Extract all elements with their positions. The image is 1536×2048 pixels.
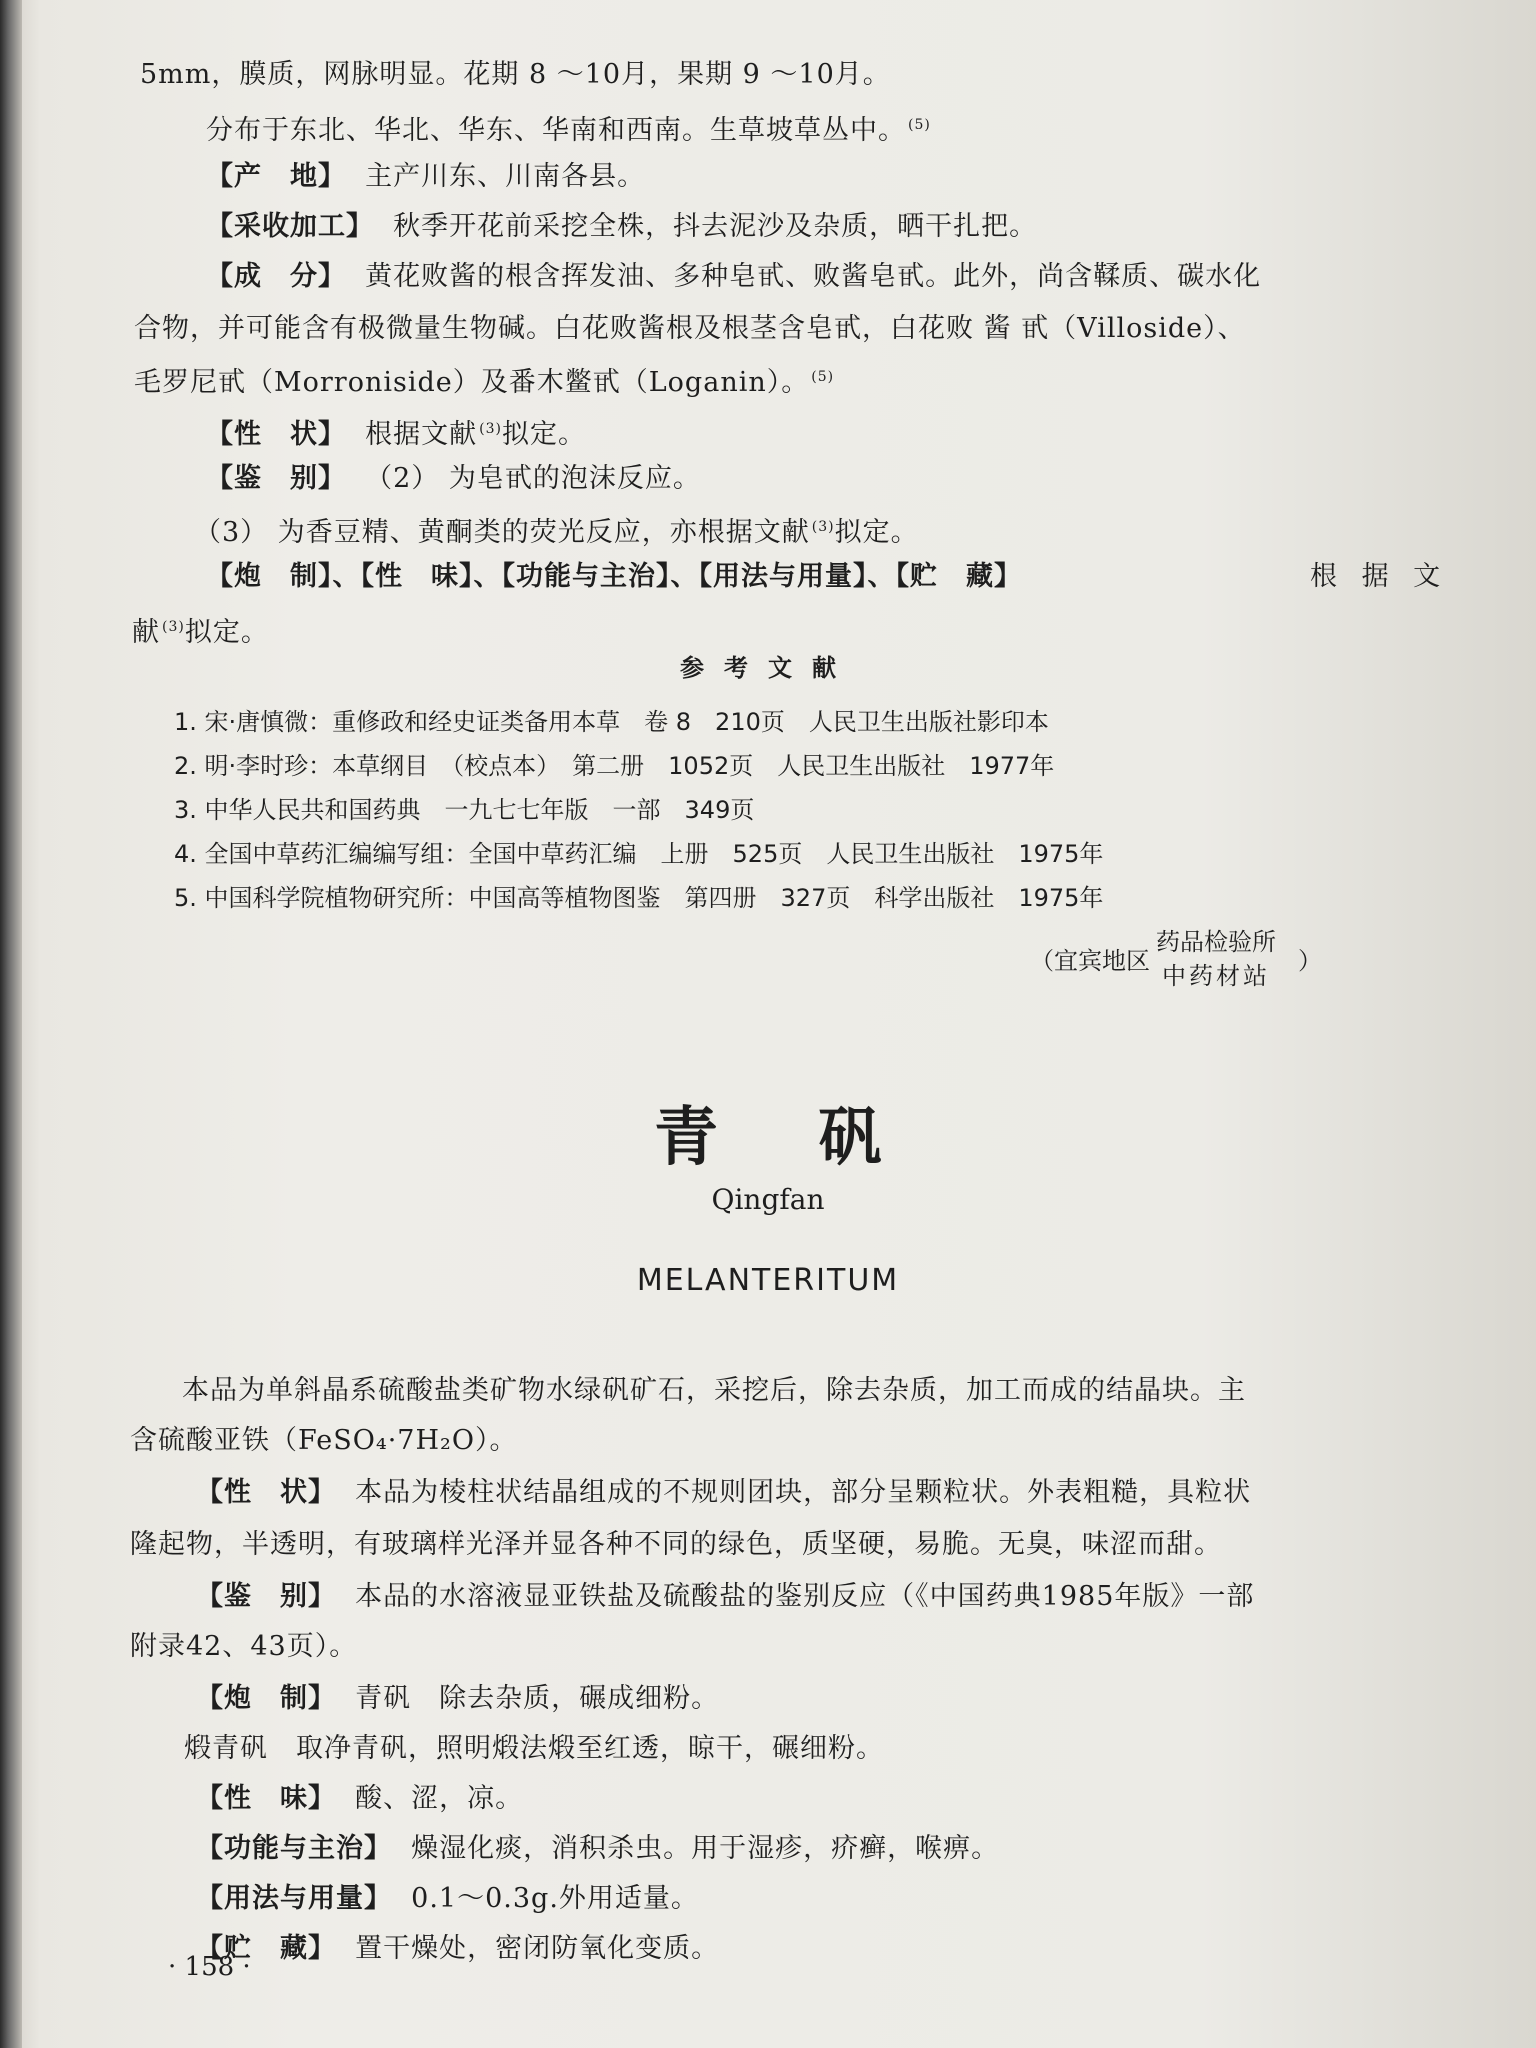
composition-line xyxy=(206,260,1261,294)
section-heading: 【贮 藏】 xyxy=(196,1933,336,1964)
reference-item: 3. 中华人民共和国药典 一九七七年版 一部 349页 xyxy=(174,796,755,824)
composition-text: 毛罗尼甙（Morroniside）及番木鳖甙（Loganin）。 xyxy=(134,367,810,398)
taste-line xyxy=(196,1782,523,1816)
taste-text: 酸、涩，凉。 xyxy=(355,1783,524,1814)
identification-line xyxy=(196,1580,1254,1614)
identification-text: 拟定。 xyxy=(834,517,919,548)
entry-pinyin: Qingfan xyxy=(711,1183,825,1216)
identification-text: （2） 为皂甙的泡沫反应。 xyxy=(365,463,701,494)
signature-org-top: 药品检验所 xyxy=(1156,928,1276,956)
storage-line xyxy=(196,1932,719,1966)
text-line: 根 据 文 xyxy=(1310,561,1449,592)
references-title: 参考文献 xyxy=(680,653,856,682)
section-heading: 【炮 制】 xyxy=(196,1683,336,1714)
book-spine-shadow xyxy=(0,0,22,2048)
section-heading: 【采收加工】 xyxy=(206,211,374,242)
section-heading: 【用法与用量】 xyxy=(196,1883,392,1914)
signature-close: ） xyxy=(1298,947,1322,975)
text-line: 合物，并可能含有极微量生物碱。白花败酱根及根茎含皂甙，白花败 酱 甙（Villoside）、 xyxy=(134,313,1246,344)
citation-ref: (5) xyxy=(811,369,835,385)
storage-text: 置干燥处，密闭防氧化变质。 xyxy=(355,1933,720,1964)
identification-text: 附录42、43页）。 xyxy=(130,1631,358,1662)
calcination-text: 煅青矾 取净青矾，照明煅法煅至红透，晾干，碾细粉。 xyxy=(184,1733,884,1764)
distribution-text: 分布于东北、华北、华东、华南和西南。生草坡草丛中。 xyxy=(206,115,906,146)
identification-text: （3） 为香豆精、黄酮类的荧光反应，亦根据文献 xyxy=(194,517,810,548)
section-heading: 【性 味】 xyxy=(196,1783,336,1814)
properties-line xyxy=(206,412,586,452)
citation-ref: (5) xyxy=(908,117,931,133)
function-line xyxy=(196,1832,999,1866)
usage-text: 0.1～0.3g.外用适量。 xyxy=(411,1883,699,1914)
reference-item: 4. 全国中草药汇编编写组：全国中草药汇编 上册 525页 人民卫生出版社 1975年 xyxy=(174,840,1104,868)
identification-3-line xyxy=(194,510,919,550)
misc-text: 拟定。 xyxy=(184,617,269,648)
properties-line xyxy=(196,1476,1251,1510)
section-heading: 【性 状】 xyxy=(206,419,346,450)
usage-line xyxy=(196,1882,699,1916)
origin-text: 主产川东、川南各县。 xyxy=(365,161,646,192)
citation-ref: (3) xyxy=(811,519,835,535)
properties-text: 拟定。 xyxy=(502,419,587,450)
distribution-line xyxy=(206,108,931,148)
properties-text: 本品为棱柱状结晶组成的不规则团块，部分呈颗粒状。外表粗糙，具粒状 xyxy=(355,1477,1252,1508)
signature-org-bottom: 中药材站 xyxy=(1162,962,1270,990)
properties-text: 隆起物，半透明，有玻璃样光泽并显各种不同的绿色，质坚硬，易脆。无臭，味涩而甜。 xyxy=(130,1529,1222,1560)
processing-text: 青矾 除去杂质，碾成细粉。 xyxy=(355,1683,720,1714)
composition-text: 黄花败酱的根含挥发油、多种皂甙、败酱皂甙。此外，尚含鞣质、碳水化 xyxy=(365,261,1262,292)
section-heading: 【鉴 别】 xyxy=(206,463,346,494)
citation-ref: (3) xyxy=(162,619,185,635)
intro-text: 含硫酸亚铁（FeSO₄·7H₂O）。 xyxy=(130,1425,518,1456)
function-text: 燥湿化痰，消积杀虫。用于湿疹，疥癣，喉痹。 xyxy=(411,1833,1000,1864)
text-line: 5mm，膜质，网脉明显。花期 8 ～10月，果期 9 ～10月。 xyxy=(140,59,891,90)
entry-latin-name: MELANTERITUM xyxy=(636,1263,900,1298)
entry-title: 青矾 xyxy=(654,1100,982,1175)
section-heading: 【性 状】 xyxy=(196,1477,336,1508)
intro-text: 本品为单斜晶系硫酸盐类矿物水绿矾矿石，采挖后，除去杂质，加工而成的结晶块。主 xyxy=(182,1375,1246,1406)
identification-line xyxy=(206,462,701,496)
reference-item: 1. 宋·唐慎微：重修政和经史证类备用本草 卷 8 210页 人民卫生出版社影印本 xyxy=(174,708,1049,736)
section-heading: 【功能与主治】 xyxy=(196,1833,392,1864)
harvest-text: 秋季开花前采挖全株，抖去泥沙及杂质，晒干扎把。 xyxy=(393,211,1038,242)
origin-line xyxy=(206,160,645,194)
misc-end-line xyxy=(132,610,269,650)
reference-item: 2. 明·李时珍：本草纲目 （校点本） 第二册 1052页 人民卫生出版社 1977年 xyxy=(174,752,1055,780)
identification-text: 本品的水溶液显亚铁盐及硫酸盐的鉴别反应（《中国药典1985年版》一部 xyxy=(355,1581,1255,1612)
misc-text: 献 xyxy=(132,617,160,648)
section-heading: 【成 分】 xyxy=(206,261,346,292)
section-heading: 【产 地】 xyxy=(206,161,346,192)
misc-headings: 【炮 制】、【性 味】、【功能与主治】、【用法与用量】、【贮 藏】 xyxy=(206,561,1022,592)
reference-item: 5. 中国科学院植物研究所：中国高等植物图鉴 第四册 327页 科学出版社 1975年 xyxy=(174,884,1104,912)
signature-prefix: （宜宾地区 xyxy=(1030,947,1150,975)
page-number: · 158 · xyxy=(168,1952,251,1982)
processing-line xyxy=(196,1682,719,1716)
harvest-line xyxy=(206,210,1037,244)
section-heading: 【鉴 别】 xyxy=(196,1581,336,1612)
composition-end-line xyxy=(134,360,834,400)
citation-ref: (3) xyxy=(479,421,503,437)
properties-text: 根据文献 xyxy=(365,419,478,450)
